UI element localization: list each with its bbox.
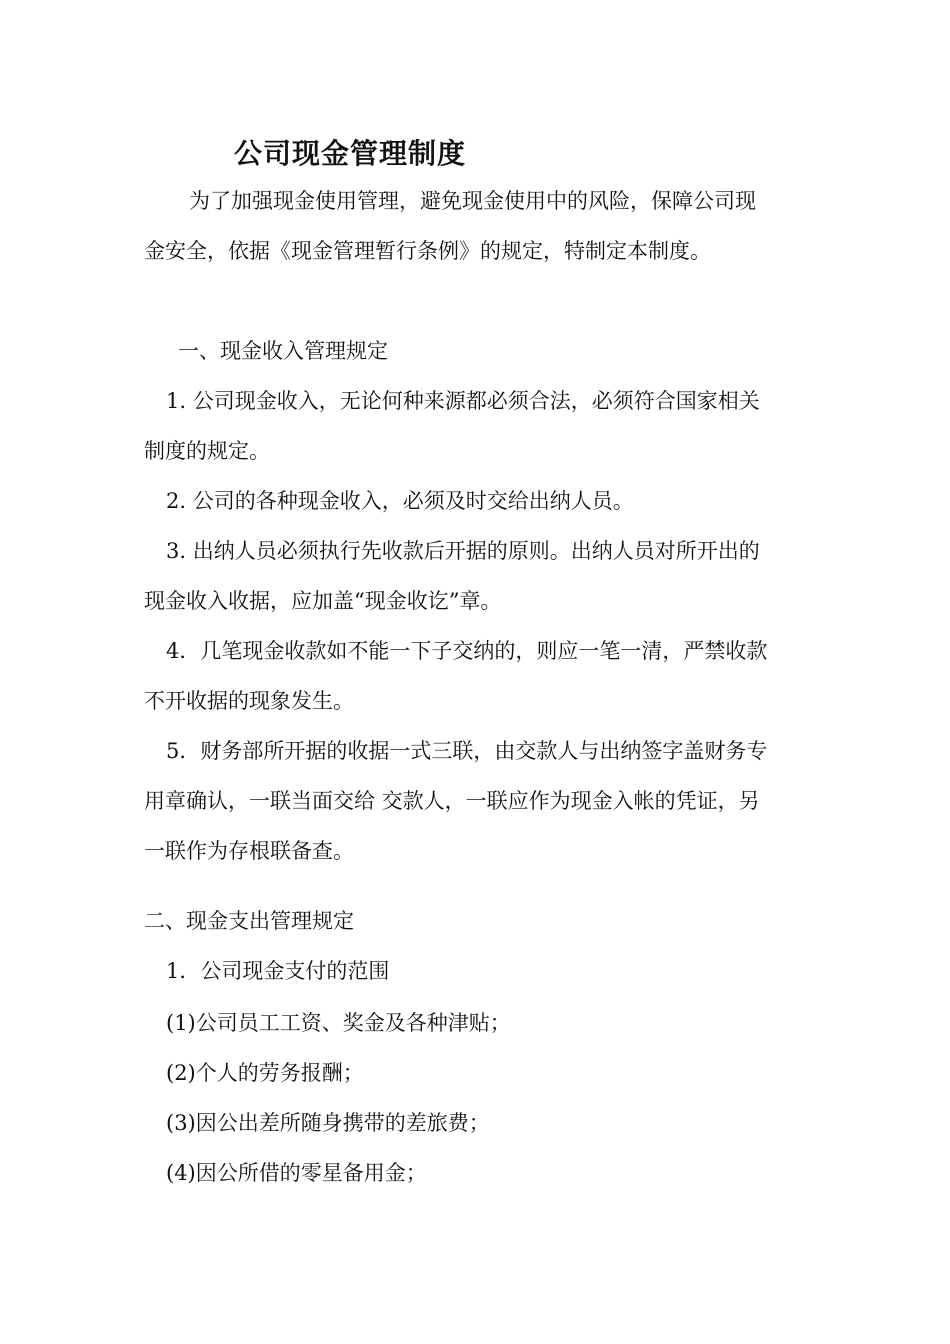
section1-item5-line3: 一联作为存根联备查。: [144, 839, 354, 863]
intro-line-1: 为了加强现金使用管理，避免现金使用中的风险，保障公司现: [189, 189, 756, 213]
section1-item3-line2: 现金收入收据，应加盖“现金收讫”章。: [144, 589, 502, 613]
section1-item1-line1: 1. 公司现金收入，无论何种来源都必须合法，必须符合国家相关: [166, 389, 760, 413]
section2-item3: (3)因公出差所随身携带的差旅费；: [166, 1111, 490, 1135]
intro-line-2: 金安全，依据《现金管理暂行条例》的规定，特制定本制度。: [144, 239, 711, 263]
section2-subheading: 1．公司现金支付的范围: [166, 959, 390, 983]
section2-item2: (2)个人的劳务报酬；: [166, 1061, 364, 1085]
section1-item4-line2: 不开收据的现象发生。: [144, 689, 354, 713]
section1-item2-line1: 2. 公司的各种现金收入，必须及时交给出纳人员。: [166, 489, 634, 513]
section2-item1: (1)公司员工工资、奖金及各种津贴；: [166, 1011, 511, 1035]
section2-heading: 二、现金支出管理规定: [144, 909, 354, 933]
section2-item4: (4)因公所借的零星备用金；: [166, 1161, 427, 1185]
section1-heading: 一、现金收入管理规定: [178, 339, 388, 363]
section1-item3-line1: 3. 出纳人员必须执行先收款后开据的原则。出纳人员对所开出的: [166, 539, 760, 563]
document-title: 公司现金管理制度: [234, 137, 467, 170]
section1-item4-line1: 4．几笔现金收款如不能一下子交纳的，则应一笔一清，严禁收款: [166, 639, 768, 663]
section1-item1-line2: 制度的规定。: [144, 439, 270, 463]
section1-item5-line1: 5．财务部所开据的收据一式三联，由交款人与出纳签字盖财务专: [166, 739, 768, 763]
section1-item5-line2: 用章确认，一联当面交给 交款人，一联应作为现金入帐的凭证，另: [144, 789, 760, 813]
